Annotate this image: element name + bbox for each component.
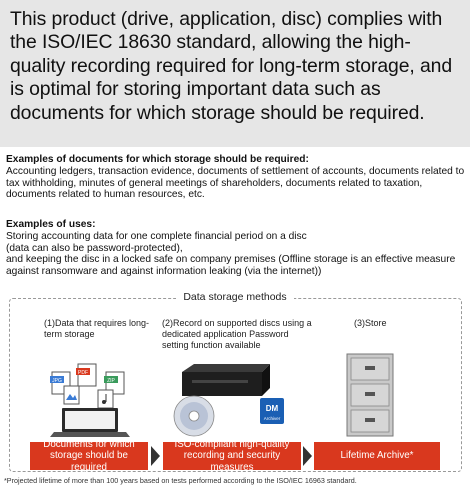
documents-body: Accounting ledgers, transaction evidence, documents of settlement of accounts, documents related to tax withholding, minutes of general meetings of shareholders, documents related to taxation, documents related to human resources, etc. — [6, 165, 465, 201]
uses-line-2: (data can also be password-protected), — [6, 242, 183, 254]
hero-banner — [0, 0, 470, 147]
arrow-right-icon — [303, 446, 312, 466]
pdf-file-icon — [76, 364, 96, 386]
step-1-result-box: Documents for which storage should be required — [30, 442, 148, 470]
step-2-label: (2)Record on supported discs using a dedicated application Password setting function available — [162, 318, 312, 350]
arrow-right-icon — [151, 446, 160, 466]
step-3-label: (3)Store — [354, 318, 387, 328]
step-2-result-box: ISO-compliant high-quality recording and security measures — [163, 442, 301, 470]
image-file-icon — [64, 386, 79, 404]
drive-disc-icon — [170, 360, 300, 440]
zip-tag: ZIP — [107, 378, 115, 384]
pdf-tag: PDF — [78, 370, 88, 376]
uses-line-1: Storing accounting data for one complete financial period on a disc — [6, 230, 307, 242]
audio-file-icon — [98, 390, 113, 408]
step-3-result-box: Lifetime Archive* — [314, 442, 440, 470]
uses-line-3: and keeping the disc in a locked safe on company premises (Offline storage is an effective measure against ransomware and against information leaking (via the internet)) — [6, 254, 456, 278]
footnote: *Projected lifetime of more than 100 years based on tests performed according to the ISO/IEC 16963 standard. — [4, 476, 357, 485]
archiver-badge-icon — [260, 398, 284, 424]
step-1-label: (1)Data that requires long-term storage — [44, 318, 150, 339]
disc-icon — [174, 396, 214, 436]
hero-statement: This product (drive, application, disc) complies with the ISO/IEC 18630 standard, allowing the high-quality recording required for long-term storage, and is optimal for storing important data such as documents for which storage should be required. — [10, 8, 453, 124]
filing-cabinet-icon — [345, 352, 395, 438]
documents-heading: Examples of documents for which storage should be required: — [6, 154, 309, 165]
archiver-badge-bottom: Archiver — [263, 416, 281, 421]
uses-heading: Examples of uses: — [6, 219, 96, 230]
diagram-title: Data storage methods — [176, 291, 294, 305]
archiver-badge-top: DM — [265, 404, 279, 413]
laptop-documents-icon — [40, 360, 140, 440]
jpg-tag: JPG — [52, 378, 62, 384]
uses-section — [6, 219, 468, 278]
documents-section — [6, 154, 468, 201]
